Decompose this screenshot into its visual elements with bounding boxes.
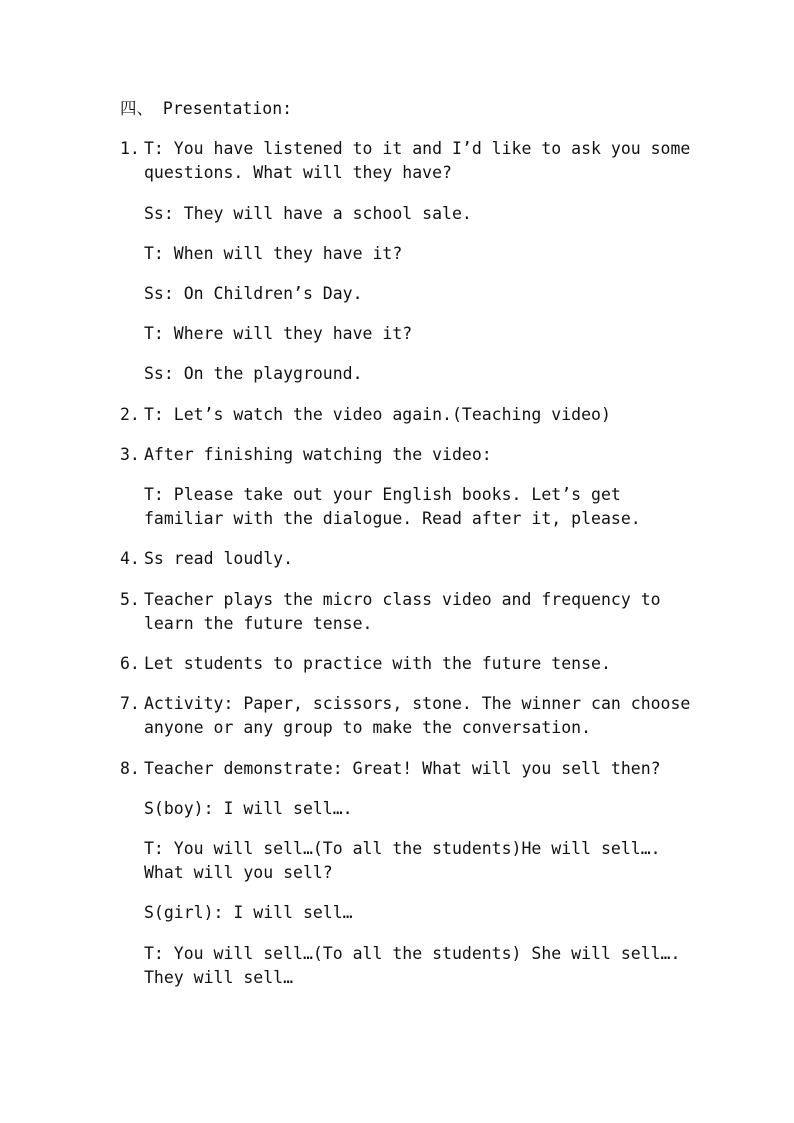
dialogue-line: T: When will they have it? — [144, 244, 403, 263]
item-text: T: Let’s watch the video again.(Teaching video) — [144, 405, 611, 424]
item-number: 4. — [120, 549, 140, 568]
item-text: Teacher plays the micro class video and frequency to learn the future tense. — [144, 590, 661, 633]
item-text: Activity: Paper, scissors, stone. The winner can choose anyone or any group to make the conversation. — [144, 694, 691, 737]
dialogue-line: Ss: On the playground. — [144, 364, 363, 383]
item-number: 1. — [120, 139, 140, 158]
dialogue-line: T: Where will they have it? — [144, 324, 413, 343]
section-heading: 四、 Presentation: — [120, 99, 293, 118]
item-text: Ss read loudly. — [144, 549, 294, 568]
dialogue-line: T: Please take out your English books. Let’s get familiar with the dialogue. Read after it, please. — [144, 485, 641, 528]
dialogue-line: S(boy): I will sell…. — [144, 799, 353, 818]
dialogue-line: T: You will sell…(To all the students) She will sell…. They will sell… — [144, 944, 681, 987]
item-text: Let students to practice with the future tense. — [144, 654, 611, 673]
item-text: Teacher demonstrate: Great! What will you sell then? — [144, 759, 661, 778]
item-text: After finishing watching the video: — [144, 445, 492, 464]
dialogue-line: T: You will sell…(To all the students)He will sell…. What will you sell? — [144, 839, 661, 882]
dialogue-line: Ss: They will have a school sale. — [144, 204, 472, 223]
dialogue-line: Ss: On Children’s Day. — [144, 284, 363, 303]
item-number: 6. — [120, 654, 140, 673]
item-text: T: You have listened to it and I’d like to ask you some questions. What will they have? — [144, 139, 691, 182]
dialogue-line: S(girl): I will sell… — [144, 903, 353, 922]
item-number: 3. — [120, 445, 140, 464]
item-number: 5. — [120, 590, 140, 609]
item-number: 2. — [120, 405, 140, 424]
item-number: 8. — [120, 759, 140, 778]
item-number: 7. — [120, 694, 140, 713]
